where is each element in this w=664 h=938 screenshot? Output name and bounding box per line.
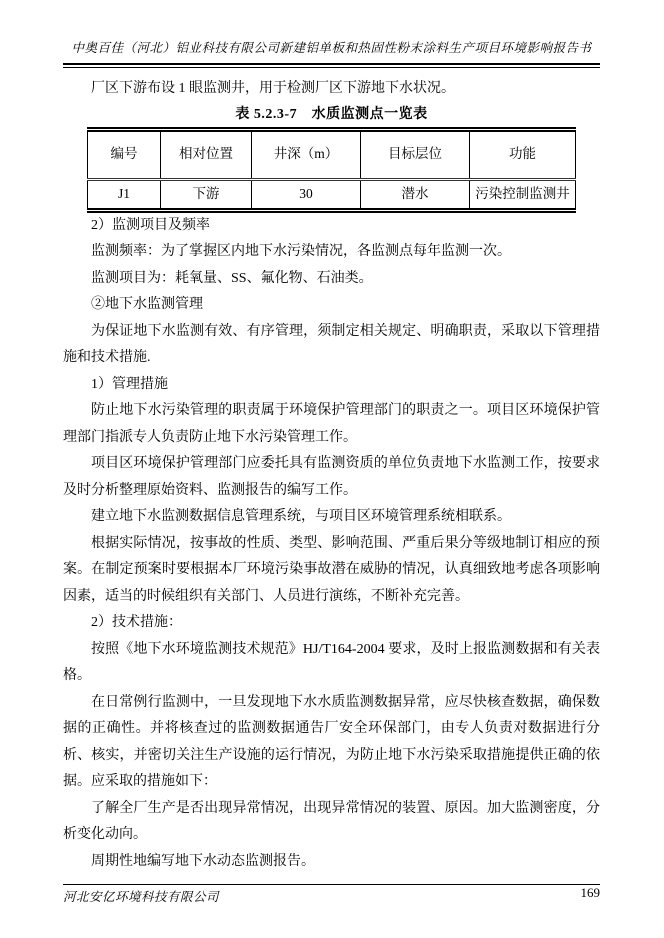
intro-paragraph: 厂区下游布设 1 眼监测井，用于检测厂区下游地下水状况。 [91, 81, 455, 96]
body-paragraph: 在日常例行监测中，一旦发现地下水水质监测数据异常，应尽快核查数据，确保数据的正确性。并将核查过的监测数据通告厂安全环保部门，由专人负责对数据进行分析、核实，并密切关注生产设施的运行情况，为防止地下水污染采取措施提供正确的依据。应采取的措施如下： [63, 694, 600, 789]
body-paragraph: ②地下水监测管理 [91, 297, 203, 312]
body-paragraph: 监测频率：为了掌握区内地下水污染情况，各监测点每年监测一次。 [91, 244, 511, 259]
footer-rule [63, 884, 600, 885]
body-paragraph: 项目区环境保护管理部门应委托具有监测资质的单位负责地下水监测工作，按要求及时分析整理原始资料、监测报告的编写工作。 [63, 456, 600, 498]
body-paragraph: 了解全厂生产是否出现异常情况，出现异常情况的装置、原因。加大监测密度，分析变化动向。 [63, 800, 600, 842]
header-double-rule [63, 63, 600, 68]
water-monitoring-table [87, 127, 576, 213]
body-paragraph: 为保证地下水监测有效、有序管理，须制定相关规定、明确职责，采取以下管理措施和技术措施. [63, 323, 600, 365]
cell-relative-position: 下游 [161, 179, 252, 210]
col-header-target-layer: 目标层位 [361, 129, 470, 179]
footer-page-number: 169 [580, 885, 600, 900]
body-paragraph: 2）监测项目及频率 [91, 217, 210, 233]
body-paragraph: 建立地下水监测数据信息管理系统，与项目区环境管理系统相联系。 [91, 509, 511, 524]
footer-company-name: 河北安亿环境科技有限公司 [63, 890, 220, 904]
running-header-title: 中奥百佳（河北）铝业科技有限公司新建铝单板和热固性粉末涂料生产项目环境影响报告书 [71, 41, 592, 55]
col-header-function: 功能 [470, 129, 576, 179]
page-body [63, 76, 600, 875]
body-paragraph: 按照《地下水环境监测技术规范》HJ/T164-2004 要求，及时上报监测数据和有关表格。 [63, 641, 600, 683]
body-paragraph: 1）管理措施 [91, 376, 168, 392]
body-paragraph: 防止地下水污染管理的职责属于环境保护管理部门的职责之一。项目区环境保护管理部门指派专人负责防止地下水污染管理工作。 [63, 403, 600, 445]
cell-function: 污染控制监测井 [470, 179, 576, 210]
table-title: 表 5.2.3-7 水质监测点一览表 [235, 106, 428, 122]
body-paragraph: 根据实际情况，按事故的性质、类型、影响范围、严重后果分等级地制订相应的预案。在制定预案时要根据本厂环境污染事故潜在威胁的情况，认真细致地考虑各项影响因素，适当的时候组织有关部门、人员进行演练，不断补充完善。 [63, 535, 600, 604]
cell-well-id: J1 [88, 179, 161, 210]
body-paragraph: 周期性地编写地下水动态监测报告。 [91, 853, 315, 869]
cell-target-layer: 潜水 [361, 179, 470, 210]
body-paragraph: 监测项目为：耗氧量、SS、氟化物、石油类。 [91, 270, 373, 286]
table-row [88, 179, 576, 210]
table-header-row [88, 129, 576, 179]
col-header-relative-position: 相对位置 [161, 129, 252, 179]
cell-well-depth: 30 [252, 179, 361, 210]
col-header-id: 编号 [88, 129, 161, 179]
col-header-well-depth: 井深（m） [252, 129, 361, 179]
body-paragraph: 2）技术措施： [91, 615, 182, 630]
